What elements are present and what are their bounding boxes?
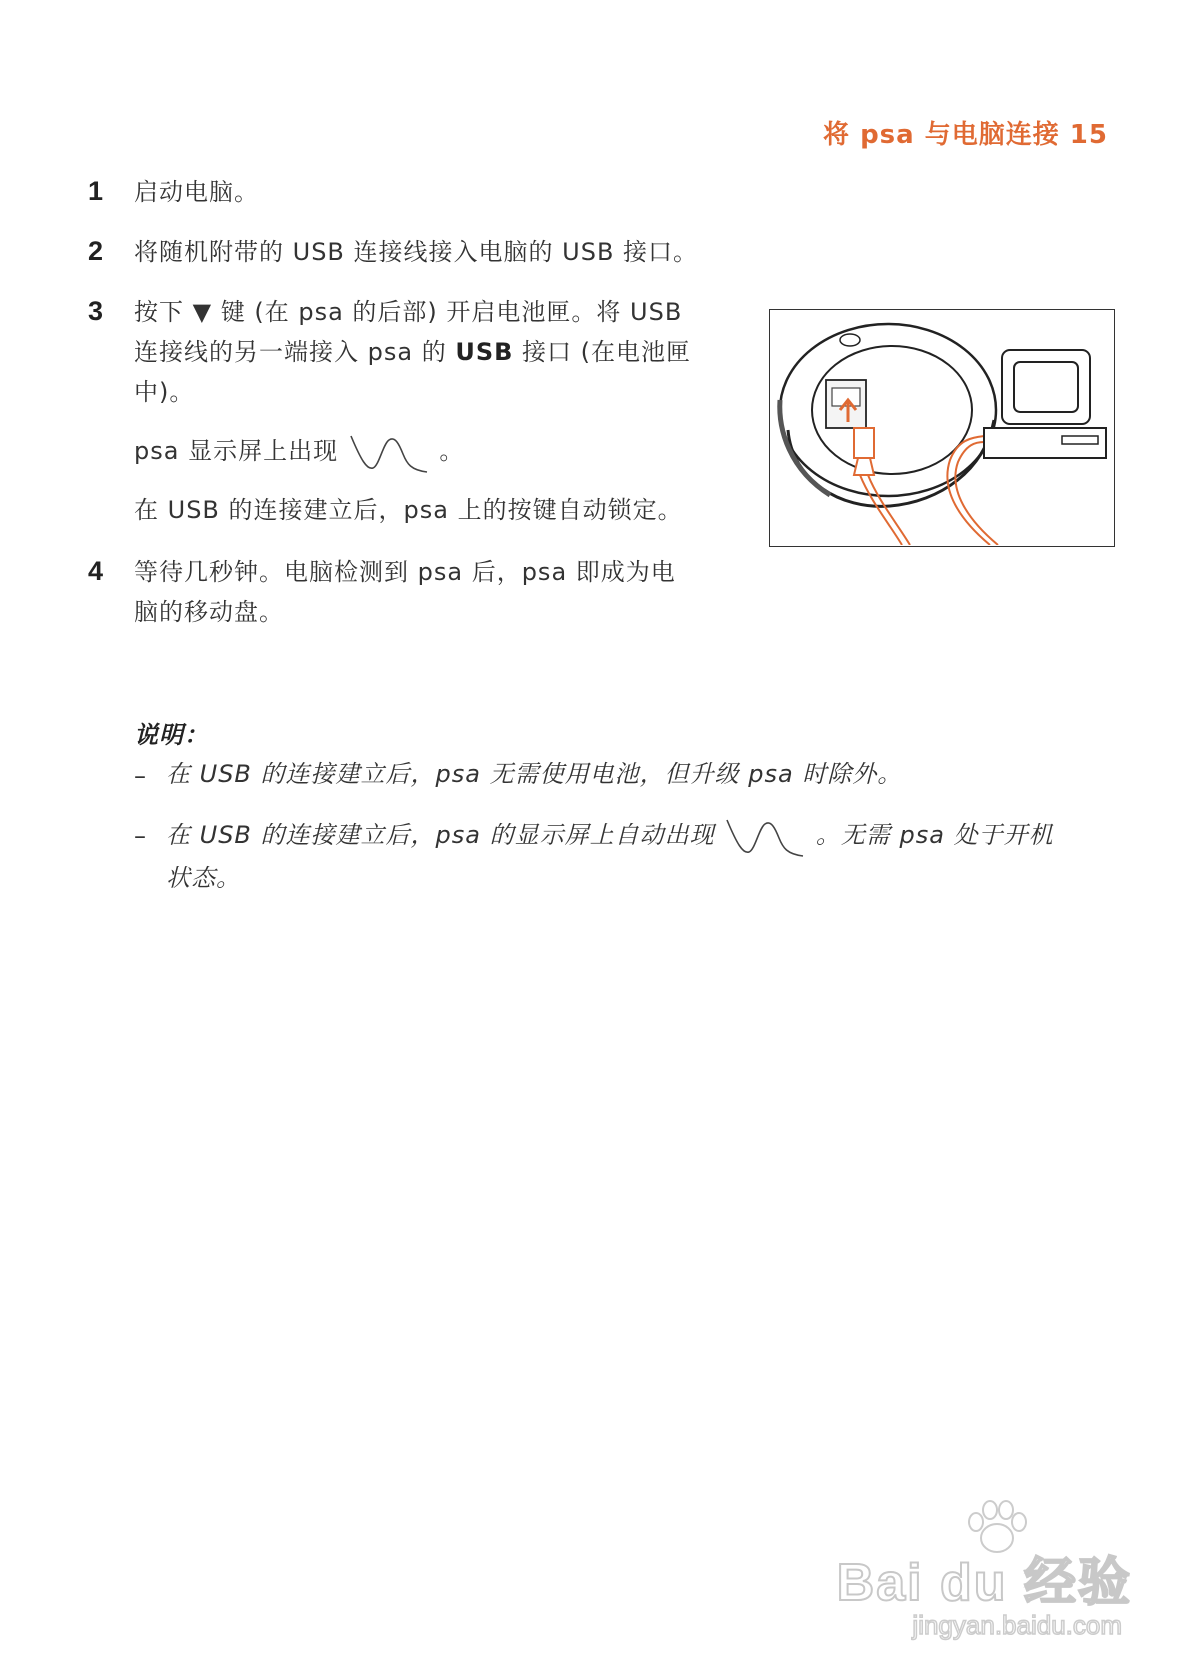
- step-3-text: [134, 292, 691, 412]
- note-1-text: 在 USB 的连接建立后，psa 无需使用电池，但升级 psa 时除外。: [166, 760, 903, 788]
- step-4-line-2: 脑的移动盘。: [134, 598, 284, 626]
- note-2-line-2: 状态。: [166, 864, 241, 892]
- step-2-text: 将随机附带的 USB 连接线接入电脑的 USB 接口。: [134, 238, 699, 266]
- step-4-line-1: 等待几秒钟。电脑检测到 psa 后，psa 即成为电: [134, 558, 676, 586]
- step-3-line-1: 按下 ▼ 键 (在 psa 的后部) 开启电池匣。将 USB: [134, 298, 683, 326]
- display-text-a: psa 显示屏上出现: [134, 437, 339, 465]
- device-computer-illustration: [770, 310, 1113, 545]
- step-3-line-2: [134, 332, 691, 372]
- step-3-line-3: 中)。: [134, 378, 195, 406]
- display-text-b: 。: [439, 437, 465, 465]
- step-4-text: [134, 552, 676, 632]
- step-3-number: 3: [88, 296, 104, 326]
- display-paragraph: [134, 430, 464, 474]
- step-3-usb-bold: USB: [455, 338, 514, 366]
- notes-title: 说明：: [134, 721, 209, 749]
- note-2-dash: –: [134, 822, 146, 850]
- baidu-watermark: [832, 1500, 1132, 1650]
- usb-wave-icon: [347, 430, 431, 474]
- page-header: 将 psa 与电脑连接 15: [823, 120, 1108, 150]
- step-2-number: 2: [88, 236, 104, 266]
- note-2-line-1: [166, 814, 1054, 858]
- usb-connection-figure: [769, 309, 1115, 547]
- step-1-number: 1: [88, 176, 104, 206]
- note-2-text-a: 在 USB 的连接建立后，psa 的显示屏上自动出现: [166, 821, 715, 849]
- note-1-dash: –: [134, 762, 146, 790]
- lock-paragraph: 在 USB 的连接建立后，psa 上的按键自动锁定。: [134, 496, 683, 524]
- note-2-text-b: 。无需 psa 处于开机: [815, 821, 1054, 849]
- usb-wave-icon: [723, 814, 807, 858]
- note-2-text: [166, 814, 1054, 898]
- watermark-logo: Bai du 经验: [836, 1554, 1132, 1612]
- step-4-number: 4: [88, 556, 104, 586]
- step-3-line-2b: 接口 (在电池匣: [513, 338, 692, 366]
- step-1-text: 启动电脑。: [134, 178, 259, 206]
- step-3-line-2a: 连接线的另一端接入 psa 的: [134, 338, 456, 366]
- watermark-url: jingyan.baidu.com: [912, 1610, 1122, 1640]
